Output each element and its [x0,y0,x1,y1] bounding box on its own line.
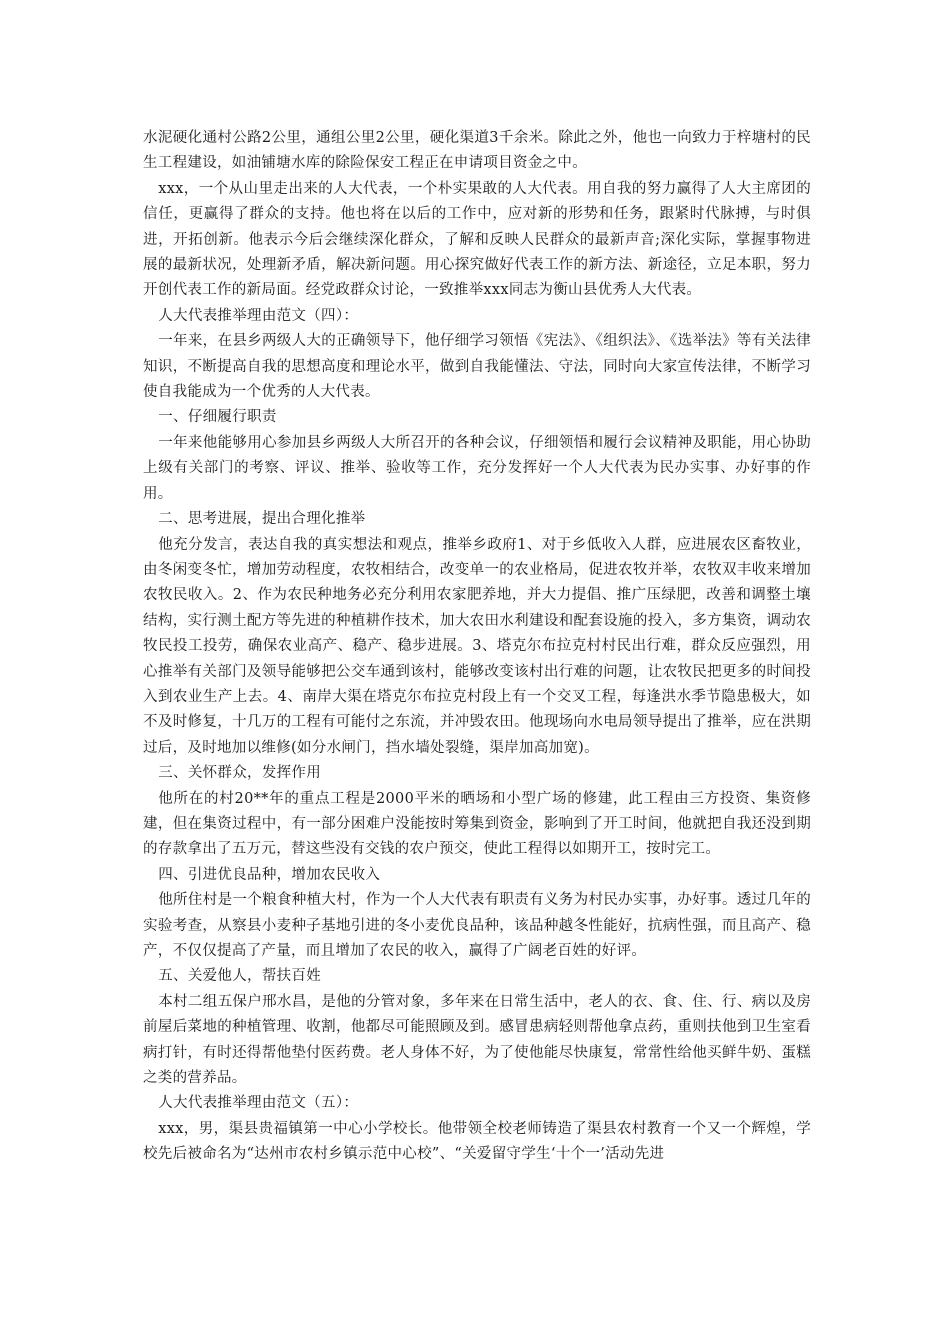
section-heading: 二、思考进展，提出合理化推举 [158,511,366,528]
paragraph: 他所在的村20**年的重点工程是2000平米的晒场和小型广场的修建，此工程由三方投资、集资修建，但在集资过程中，有一部分困难户没能按时筹集到资金，影响到了开工时间，他就把自我还没到期的存款拿出了五万元，替这些没有交钱的农户预交，使此工程得以如期开工，按时完工。 [143,790,811,858]
section-heading: 人大代表推举理由范文（四）： [158,307,359,324]
document-body [143,126,811,1168]
paragraph: 水泥硬化通村公路2公里，通组公里2公里，硬化渠道3千余米。除此之外，他也一向致力于梓塘村的民生工程建设，如油铺塘水库的除险保安工程正在申请项目资金之中。 [143,130,811,172]
paragraph: xxx，男，渠县贵福镇第一中心小学校长。他带领全校老师铸造了渠县农村教育一个又一个辉煌，学校先后被命名为“达州市农村乡镇示范中心校”、“关爱留守学生‘十个一’活动先进 [143,1120,811,1163]
paragraph: 一年来，在县乡两级人大的正确领导下，他仔细学习领悟《宪法》、《组织法》、《选举法》等有关法律知识，不断提高自我的思想高度和理论水平，做到自我能懂法、守法，同时向大家宣传法律，不断学习使自我能成为一个优秀的人大代表。 [143,333,811,401]
paragraph: 本村二组五保户邢水昌，是他的分管对象，多年来在日常生活中，老人的衣、食、住、行、病以及房前屋后菜地的种植管理、收割，他都尽可能照顾及到。感冒患病轻则帮他拿点药，重则扶他到卫生室看病打针，有时还得帮他垫付医药费。老人身体不好，为了使他能尽快康复，常常性给他买鲜牛奶、蛋糕之类的营养品。 [143,993,811,1087]
section-heading: 一、仔细履行职责 [158,409,277,426]
section-heading: 人大代表推举理由范文（五）： [158,1095,359,1112]
paragraph: 一年来他能够用心参加县乡两级人大所召开的各种会议，仔细领悟和履行会议精神及职能，用心协助上级有关部门的考察、评议、推举、验收等工作，充分发挥好一个人大代表为民办实事、办好事的作用。 [143,434,811,502]
section-heading: 三、关怀群众，发挥作用 [158,765,322,782]
section-heading: 五、关爱他人，帮扶百姓 [158,968,322,985]
paragraph: 他所住村是一个粮食种植大村，作为一个人大代表有职责有义务为村民办实事，办好事。透过几年的实验考查，从察县小麦种子基地引进的冬小麦优良品种，该品种越冬性能好，抗病性强，而且高产、稳产，不仅仅提高了产量，而且增加了农民的收入，赢得了广阔老百姓的好评。 [143,892,811,959]
paragraph: 他充分发言，表达自我的真实想法和观点，推举乡政府1、对于乡低收入人群，应进展农区畜牧业，由冬闲变冬忙，增加劳动程度，农牧相结合，改变单一的农业格局，促进农牧并举，农牧双丰收来增加农牧民收入。2、作为农民种地务必充分利用农家肥养地，并大力提倡、推广压绿肥，改善和调整土壤结构，实行测土配方等先进的种植耕作技术，加大农田水利建设和配套设施的投入，多方集资，调动农牧民投工投劳，确保农业高产、稳产、稳步进展。3、塔克尔布拉克村村民出行难，群众反应强烈，用心推举有关部门及领导能够把公交车通到该村，能够改变该村出行难的问题，让农牧民把更多的时间投入到农业生产上去。4、南岸大渠在塔克尔布拉克村段上有一个交叉工程，每逢洪水季节隐患极大，如不及时修复，十几万的工程有可能付之东流，并冲毁农田。他现场向水电局领导提出了推举，应在洪期过后，及时地加以维修(如分水闸门，挡水墙处裂缝，渠岸加高加宽)。 [143,536,811,756]
paragraph: xxx，一个从山里走出来的人大代表，一个朴实果敢的人大代表。用自我的努力赢得了人大主席团的信任，更赢得了群众的支持。他也将在以后的工作中，应对新的形势和任务，跟紧时代脉搏，与时俱进，开拓创新。他表示今后会继续深化群众，了解和反映人民群众的最新声音;深化实际，掌握事物进展的最新状况，处理新矛盾，解决新问题。用心探究做好代表工作的新方法、新途径，立足本职，努力开创代表工作的新局面。经党政群众讨论，一致推举xxx同志为衡山县优秀人大代表。 [143,180,811,299]
section-heading: 四、引进优良品种，增加农民收入 [158,866,381,883]
